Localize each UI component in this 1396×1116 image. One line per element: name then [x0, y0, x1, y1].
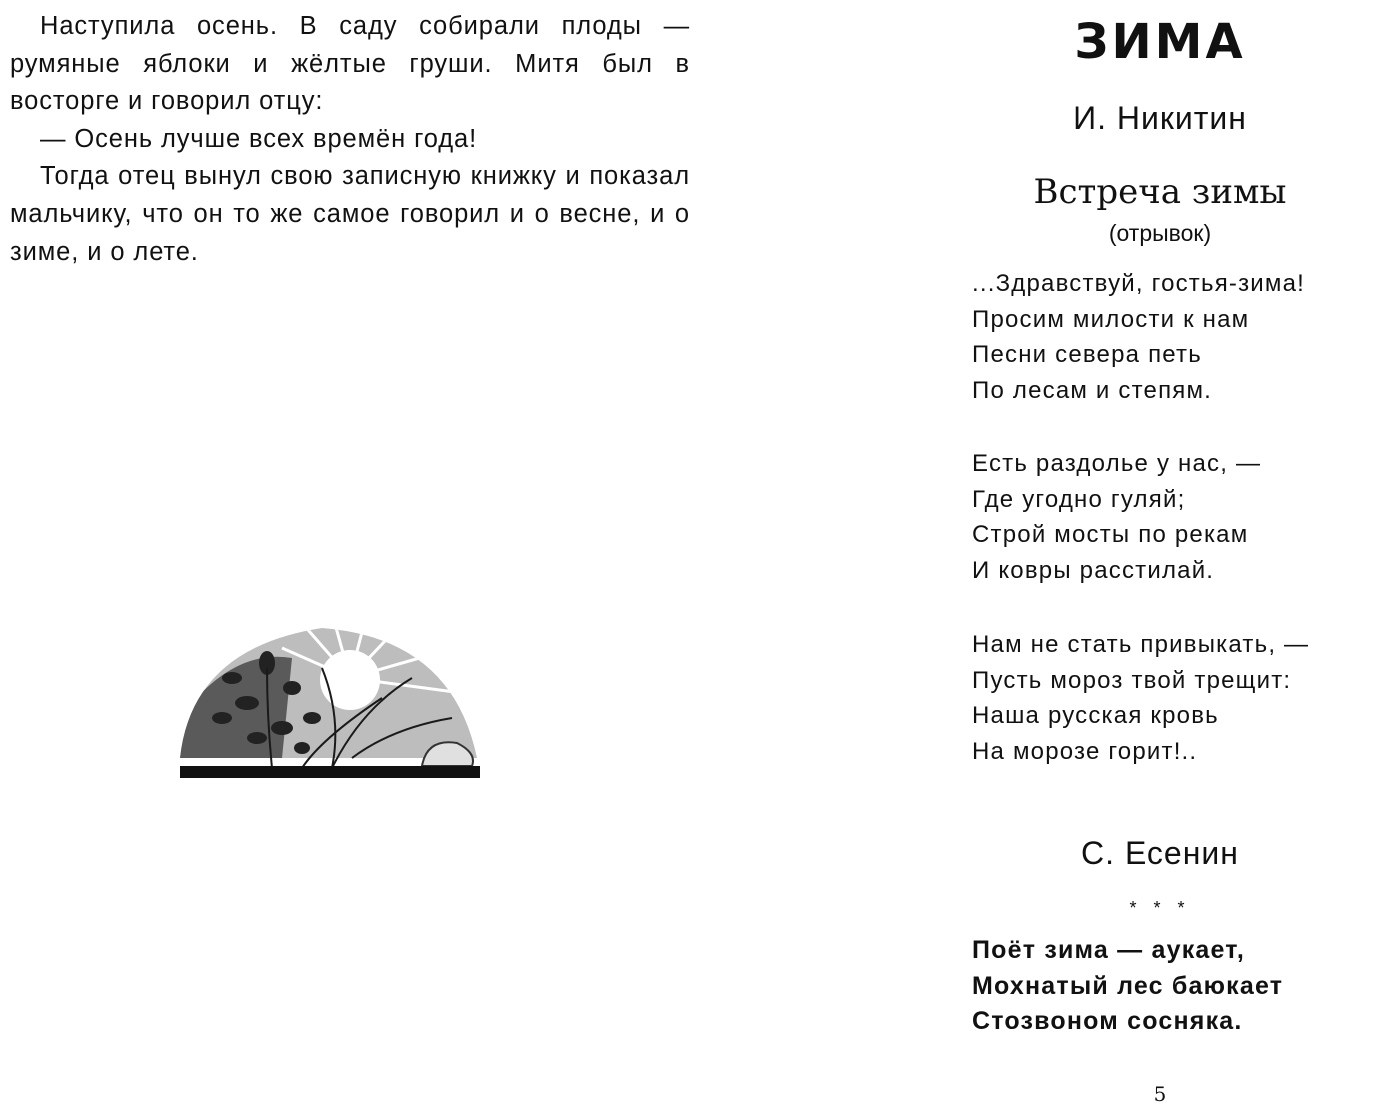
poem-stanza — [972, 446, 1261, 588]
page-number: 5 — [1153, 1082, 1167, 1106]
poem-line: Где угодно гуляй; — [972, 485, 1186, 513]
poem-stanza — [972, 933, 1283, 1040]
right-page — [940, 0, 1396, 1116]
poem-line: И ковры расстилай. — [972, 556, 1215, 584]
story-text — [10, 8, 690, 271]
poem-line: Нам не стать привыкать, — — [972, 631, 1310, 658]
poem-stanza — [972, 627, 1309, 769]
section-title: ЗИМА — [1074, 14, 1246, 70]
poem-line: Поёт зима — аукает, — [972, 936, 1245, 964]
poem-line: Песни севера петь — [972, 341, 1202, 368]
paragraph: Тогда отец вынул свою записную книжку и показал мальчику, что он то же самое говорил и о весне, и о зиме, и о лете. — [10, 162, 690, 266]
sun — [320, 650, 380, 710]
poem-line: Стозвоном сосняка. — [972, 1007, 1243, 1035]
poem-title: Встреча зимы — [1033, 172, 1287, 212]
paragraph: Наступила осень. В саду собирали плоды — румяные яблоки и жёлтые груши. Митя был в восторге и говорил отцу: — [10, 12, 690, 116]
poem-author: С. Есенин — [1081, 835, 1239, 871]
asterism: * * * — [1129, 898, 1191, 918]
poem-line: ...Здравствуй, гостья-зима! — [972, 270, 1306, 297]
poem-line: Есть раздолье у нас, — — [972, 450, 1262, 477]
poem-stanza — [972, 266, 1305, 408]
poem-line: Мохнатый лес баюкает — [972, 971, 1284, 1000]
poem-line: На морозе горит!.. — [972, 737, 1198, 765]
ground — [180, 766, 480, 778]
paragraph: — Осень лучше всех времён года! — [40, 124, 478, 153]
poem-subtitle: (отрывок) — [1108, 220, 1212, 246]
poem-line: Пусть мороз твой трещит: — [972, 666, 1292, 694]
poem-line: Строй мосты по рекам — [972, 521, 1249, 548]
poem-line: По лесам и степям. — [972, 376, 1213, 404]
poem-author: И. Никитин — [1073, 100, 1247, 136]
poem-line: Просим милости к нам — [972, 305, 1250, 333]
dark-hill — [180, 657, 292, 758]
poem-line: Наша русская кровь — [972, 702, 1219, 729]
autumn-sunset-illustration — [172, 608, 482, 790]
